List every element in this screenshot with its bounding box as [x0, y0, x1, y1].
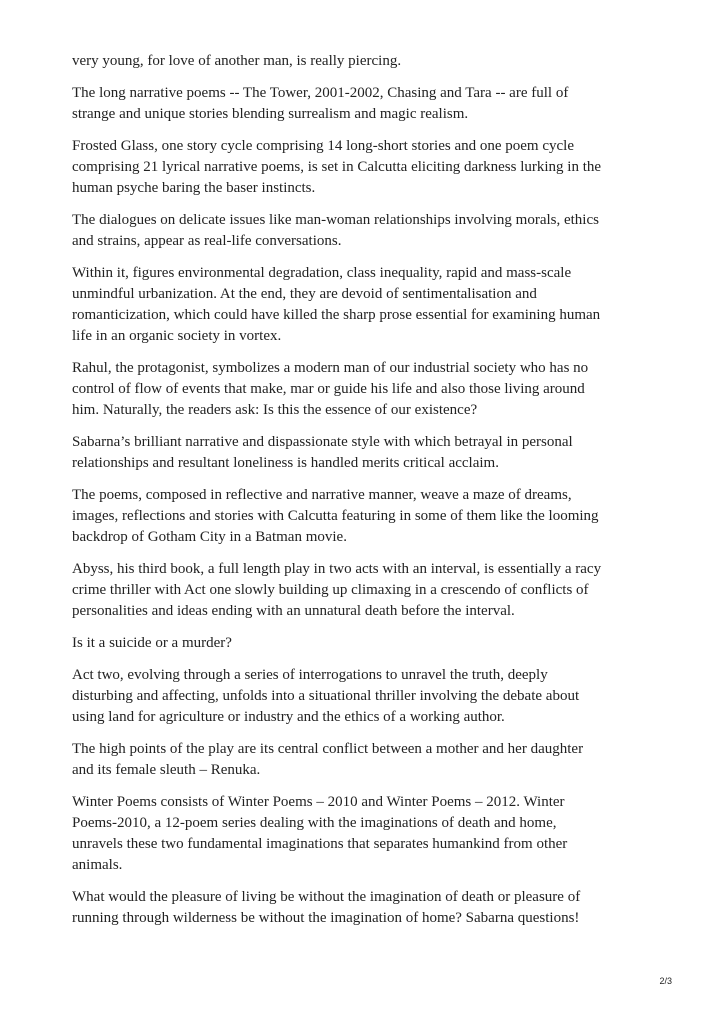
paragraph — [72, 559, 662, 622]
document-body — [72, 51, 662, 940]
text-line: The high points of the play are its central conflict between a mother and her daughter — [72, 741, 584, 757]
text-line: Sabarna’s brilliant narrative and dispassionate style with which betrayal in personal — [72, 434, 573, 450]
text-line: images, reflections and stories with Calcutta featuring in some of them like the looming — [72, 508, 599, 524]
text-line: The long narrative poems -- The Tower, 2001-2002, Chasing and Tara -- are full of — [72, 85, 569, 101]
text-line: Abyss, his third book, a full length play in two acts with an interval, is essentially a racy — [72, 561, 602, 577]
text-line: disturbing and affecting, unfolds into a situational thriller involving the debate about — [72, 688, 580, 704]
text-line: Is it a suicide or a murder? — [72, 635, 232, 651]
text-line: comprising 21 lyrical narrative poems, is set in Calcutta eliciting darkness lurking in the — [72, 159, 602, 175]
text-line: Rahul, the protagonist, symbolizes a modern man of our industrial society who has no — [72, 360, 589, 376]
paragraph — [72, 665, 662, 728]
text-line: relationships and resultant loneliness is handled merits critical acclaim. — [72, 455, 499, 471]
text-line: running through wilderness be without the imagination of home? Sabarna questions! — [72, 910, 580, 926]
text-line: personalities and ideas ending with an unnatural death before the interval. — [72, 603, 515, 619]
paragraph — [72, 432, 662, 474]
paragraph — [72, 263, 662, 347]
paragraph — [72, 136, 662, 199]
paragraph — [72, 633, 662, 654]
text-line: control of flow of events that make, mar or guide his life and also those living around — [72, 381, 585, 397]
text-line: unravels these two fundamental imaginations that separates humankind from other — [72, 836, 568, 852]
paragraph — [72, 51, 662, 72]
text-line: The dialogues on delicate issues like man-woman relationships involving morals, ethics — [72, 212, 599, 228]
paragraph — [72, 739, 662, 781]
text-line: strange and unique stories blending surrealism and magic realism. — [72, 106, 469, 122]
paragraph — [72, 358, 662, 421]
text-line: What would the pleasure of living be without the imagination of death or pleasure of — [72, 889, 581, 905]
text-line: him. Naturally, the readers ask: Is this the essence of our existence? — [72, 402, 478, 418]
text-line: very young, for love of another man, is really piercing. — [72, 53, 402, 69]
text-line: unmindful urbanization. At the end, they are devoid of sentimentalisation and — [72, 286, 537, 302]
paragraph — [72, 485, 662, 548]
text-line: backdrop of Gotham City in a Batman movie. — [72, 529, 347, 545]
paragraph — [72, 792, 662, 876]
paragraph — [72, 210, 662, 252]
paragraph — [72, 83, 662, 125]
text-line: The poems, composed in reflective and narrative manner, weave a maze of dreams, — [72, 487, 572, 503]
text-line: animals. — [72, 857, 123, 873]
text-line: human psyche baring the baser instincts. — [72, 180, 316, 196]
paragraph — [72, 887, 662, 929]
text-line: Poems-2010, a 12-poem series dealing with the imaginations of death and home, — [72, 815, 557, 831]
text-line: Winter Poems consists of Winter Poems – 2010 and Winter Poems – 2012. Winter — [72, 794, 565, 810]
text-line: and strains, appear as real-life conversations. — [72, 233, 342, 249]
text-line: using land for agriculture or industry and the ethics of a working author. — [72, 709, 505, 725]
text-line: romanticization, which could have killed the sharp prose essential for examining human — [72, 307, 601, 323]
page-number: 2/3 — [659, 976, 672, 986]
text-line: Frosted Glass, one story cycle comprising 14 long-short stories and one poem cycle — [72, 138, 574, 154]
text-line: Within it, figures environmental degradation, class inequality, rapid and mass-scale — [72, 265, 572, 281]
text-line: Act two, evolving through a series of interrogations to unravel the truth, deeply — [72, 667, 548, 683]
text-line: crime thriller with Act one slowly building up climaxing in a crescendo of conflicts of — [72, 582, 589, 598]
text-line: life in an organic society in vortex. — [72, 328, 282, 344]
text-line: and its female sleuth – Renuka. — [72, 762, 261, 778]
